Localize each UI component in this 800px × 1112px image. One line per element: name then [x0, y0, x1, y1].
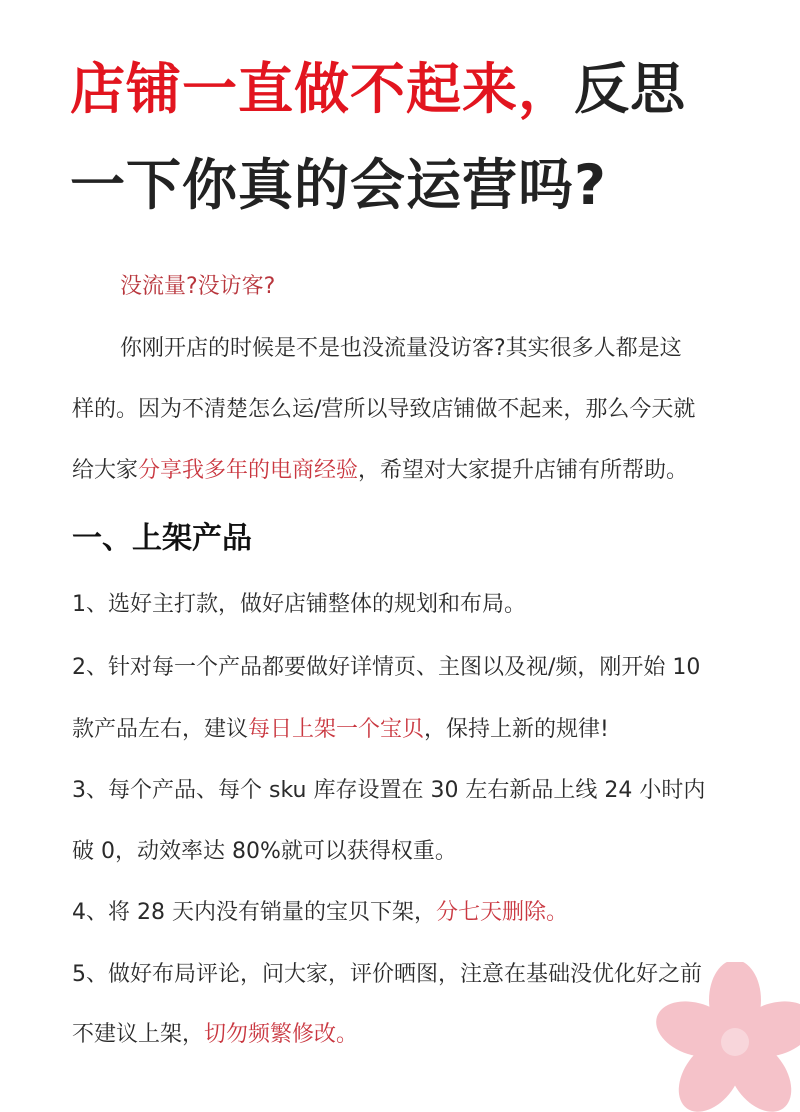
title-highlight: 店铺一直做不起来，	[70, 57, 575, 121]
list-item: 5、做好布局评论，问大家，评价晒图，注意在基础没优化好之前	[72, 962, 702, 987]
text: 4、将 28 天内没有销量的宝贝下架，	[72, 900, 436, 925]
section-heading: 一、上架产品	[72, 521, 252, 556]
list-item: 2、针对每一个产品都要做好详情页、主图以及视/频，刚开始 10	[72, 655, 701, 680]
list-item: 3、每个产品、每个 sku 库存设置在 30 左右新品上线 24 小时内	[72, 778, 706, 803]
highlight-text: 每日上架一个宝贝	[248, 717, 425, 742]
page-title-line-1	[70, 57, 687, 121]
list-item-continued: 破 0，动效率达 80%就可以获得权重。	[72, 839, 457, 864]
highlight-text: 分七天删除。	[435, 900, 568, 925]
list-item-continued	[72, 719, 609, 741]
intro-line: 你刚开店的时候是不是也没流量没访客?其实很多人都是这	[120, 336, 682, 361]
text: 款产品左右，建议	[72, 717, 249, 742]
intro-line	[72, 460, 688, 482]
page-title-line-2: 一下你真的会运营吗?	[70, 153, 607, 217]
list-item-continued	[72, 1024, 358, 1046]
text: ，希望对大家提升店铺有所帮助。	[358, 458, 689, 483]
text: 不建议上架，	[72, 1022, 205, 1047]
intro-line: 样的。因为不清楚怎么运/营所以导致店铺做不起来，那么今天就	[72, 397, 696, 422]
intro-subtitle: 没流量?没访客?	[120, 274, 276, 299]
text: 给大家	[72, 458, 139, 483]
text: ，保持上新的规律!	[424, 717, 609, 742]
title-text: 反思	[574, 57, 687, 121]
list-item: 1、选好主打款，做好店铺整体的规划和布局。	[72, 592, 526, 617]
flower-icon	[630, 962, 800, 1112]
highlight-text: 切勿频繁修改。	[204, 1022, 359, 1047]
highlight-text: 分享我多年的电商经验	[138, 458, 359, 483]
list-item	[72, 902, 568, 924]
